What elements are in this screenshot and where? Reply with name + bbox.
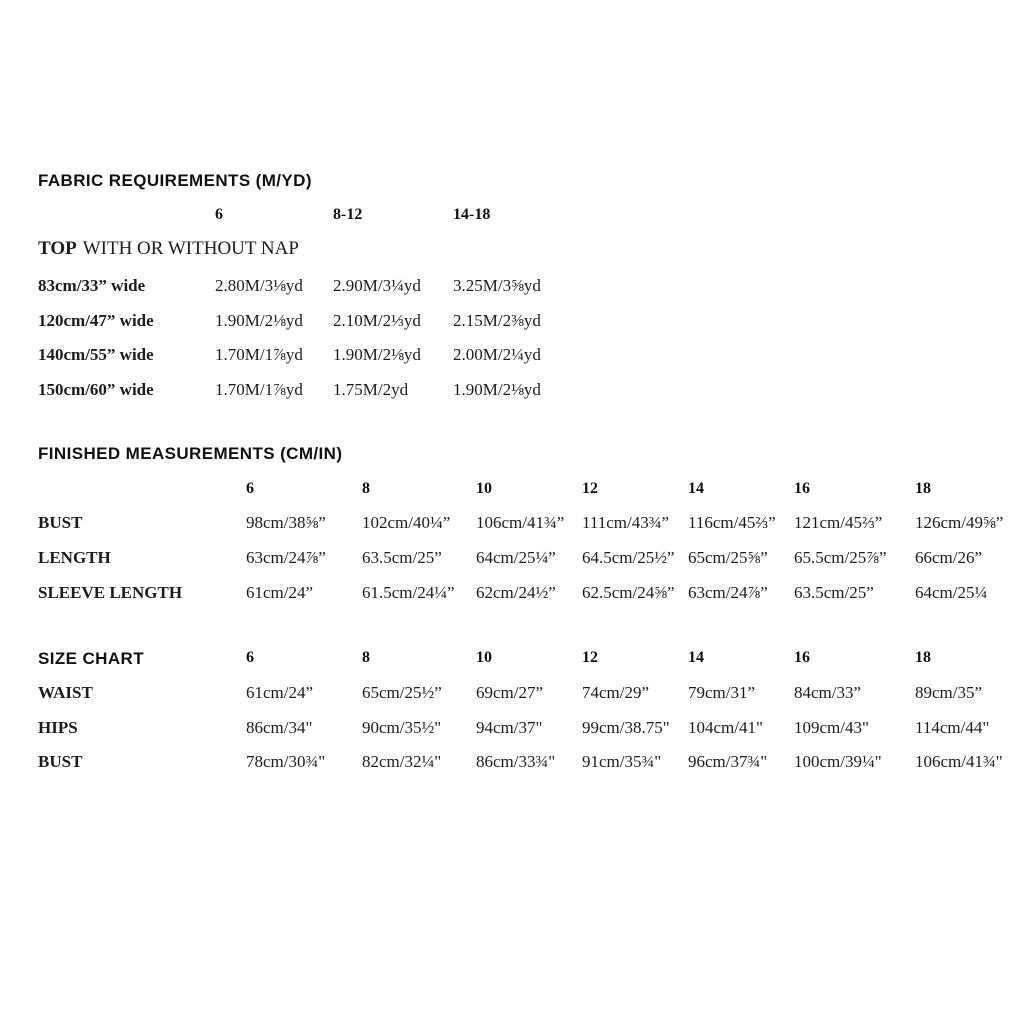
cell-value: 111cm/43¾” — [582, 513, 670, 532]
column-header: 14-18 — [453, 206, 491, 223]
column-header: 12 — [582, 649, 598, 666]
cell-value: 116cm/45⅔” — [688, 513, 776, 532]
cell-value: 1.90M/2⅛yd — [215, 311, 303, 330]
cell-value: 61.5cm/24¼” — [362, 583, 455, 602]
cell-value: 63cm/24⅞” — [246, 548, 326, 567]
cell-value: 90cm/35½" — [362, 718, 442, 737]
table-row — [0, 276, 1024, 298]
row-label: LENGTH — [38, 548, 111, 567]
cell-value: 1.90M/2⅛yd — [453, 380, 541, 399]
cell-value: 2.15M/2⅜yd — [453, 311, 541, 330]
cell-value: 62cm/24½” — [476, 583, 556, 602]
row-label: BUST — [38, 752, 83, 771]
table-row — [0, 380, 1024, 402]
cell-value: 65cm/25½” — [362, 683, 442, 702]
column-header: 8 — [362, 649, 370, 666]
cell-value: 69cm/27” — [476, 683, 544, 702]
section-title-fabric-requirements: FABRIC REQUIREMENTS (M/YD) — [38, 171, 312, 190]
cell-value: 2.00M/2¼yd — [453, 345, 541, 364]
cell-value: 78cm/30¾" — [246, 752, 326, 771]
table-row — [0, 583, 1024, 605]
cell-value: 121cm/45⅔” — [794, 513, 883, 532]
column-header: 10 — [476, 649, 492, 666]
table-row — [0, 345, 1024, 367]
column-header: 6 — [246, 649, 254, 666]
size-chart-column-header-row — [0, 649, 1024, 671]
table-row — [0, 548, 1024, 570]
fabric-column-header-row — [0, 206, 1024, 228]
cell-value: 64cm/25¼” — [476, 548, 556, 567]
row-label: SLEEVE LENGTH — [38, 583, 183, 602]
cell-value: 82cm/32¼" — [362, 752, 442, 771]
cell-value: 98cm/38⅝” — [246, 513, 326, 532]
cell-value: 109cm/43" — [794, 718, 869, 737]
cell-value: 1.70M/1⅞yd — [215, 345, 303, 364]
fabric-subtitle — [38, 238, 299, 260]
column-header: 8-12 — [333, 206, 363, 223]
measurements-column-header-row — [0, 480, 1024, 502]
fabric-subtitle-nap: WITH OR WITHOUT NAP — [82, 238, 299, 259]
fabric-subtitle-garment: TOP — [38, 238, 77, 259]
cell-value: 65cm/25⅝” — [688, 548, 768, 567]
cell-value: 94cm/37" — [476, 718, 543, 737]
cell-value: 99cm/38.75" — [582, 718, 670, 737]
cell-value: 114cm/44" — [915, 718, 990, 737]
cell-value: 2.80M/3⅛yd — [215, 276, 303, 295]
cell-value: 61cm/24” — [246, 583, 314, 602]
column-header: 14 — [688, 480, 704, 497]
cell-value: 64cm/25¼ — [915, 583, 988, 602]
cell-value: 64.5cm/25½” — [582, 548, 675, 567]
cell-value: 2.10M/2⅓yd — [333, 311, 421, 330]
cell-value: 1.70M/1⅞yd — [215, 380, 303, 399]
section-title-finished-measurements: FINISHED MEASUREMENTS (CM/IN) — [38, 444, 343, 463]
row-label: 120cm/47” wide — [38, 311, 154, 330]
column-header: 16 — [794, 649, 810, 666]
cell-value: 3.25M/3⅝yd — [453, 276, 541, 295]
cell-value: 86cm/34" — [246, 718, 313, 737]
cell-value: 74cm/29” — [582, 683, 650, 702]
table-row — [0, 513, 1024, 535]
table-row — [0, 683, 1024, 705]
table-row — [0, 752, 1024, 774]
row-label: BUST — [38, 513, 83, 532]
column-header: 6 — [246, 480, 254, 497]
cell-value: 66cm/26” — [915, 548, 983, 567]
row-label: 150cm/60” wide — [38, 380, 154, 399]
cell-value: 63.5cm/25” — [362, 548, 442, 567]
cell-value: 84cm/33” — [794, 683, 862, 702]
row-label: HIPS — [38, 718, 78, 737]
cell-value: 1.75M/2yd — [333, 380, 409, 399]
column-header: 16 — [794, 480, 810, 497]
cell-value: 65.5cm/25⅞” — [794, 548, 887, 567]
column-header: 18 — [915, 480, 931, 497]
cell-value: 96cm/37¾" — [688, 752, 768, 771]
cell-value: 61cm/24” — [246, 683, 314, 702]
section-title-size-chart: SIZE CHART — [38, 649, 144, 668]
cell-value: 104cm/41" — [688, 718, 763, 737]
column-header: 14 — [688, 649, 704, 666]
column-header: 12 — [582, 480, 598, 497]
cell-value: 62.5cm/24⅝” — [582, 583, 675, 602]
row-label: 140cm/55” wide — [38, 345, 154, 364]
cell-value: 102cm/40¼” — [362, 513, 451, 532]
column-header: 6 — [215, 206, 223, 223]
column-header: 8 — [362, 480, 370, 497]
table-row — [0, 718, 1024, 740]
cell-value: 100cm/39¼" — [794, 752, 882, 771]
row-label: 83cm/33” wide — [38, 276, 146, 295]
cell-value: 63cm/24⅞” — [688, 583, 768, 602]
table-row — [0, 311, 1024, 333]
cell-value: 86cm/33¾" — [476, 752, 556, 771]
cell-value: 79cm/31” — [688, 683, 756, 702]
cell-value: 91cm/35¾" — [582, 752, 662, 771]
cell-value: 2.90M/3¼yd — [333, 276, 421, 295]
column-header: 10 — [476, 480, 492, 497]
cell-value: 106cm/41¾" — [915, 752, 1003, 771]
row-label: WAIST — [38, 683, 93, 702]
cell-value: 1.90M/2⅛yd — [333, 345, 421, 364]
cell-value: 106cm/41¾” — [476, 513, 565, 532]
cell-value: 126cm/49⅝” — [915, 513, 1004, 532]
column-header: 18 — [915, 649, 931, 666]
cell-value: 89cm/35” — [915, 683, 983, 702]
cell-value: 63.5cm/25” — [794, 583, 874, 602]
